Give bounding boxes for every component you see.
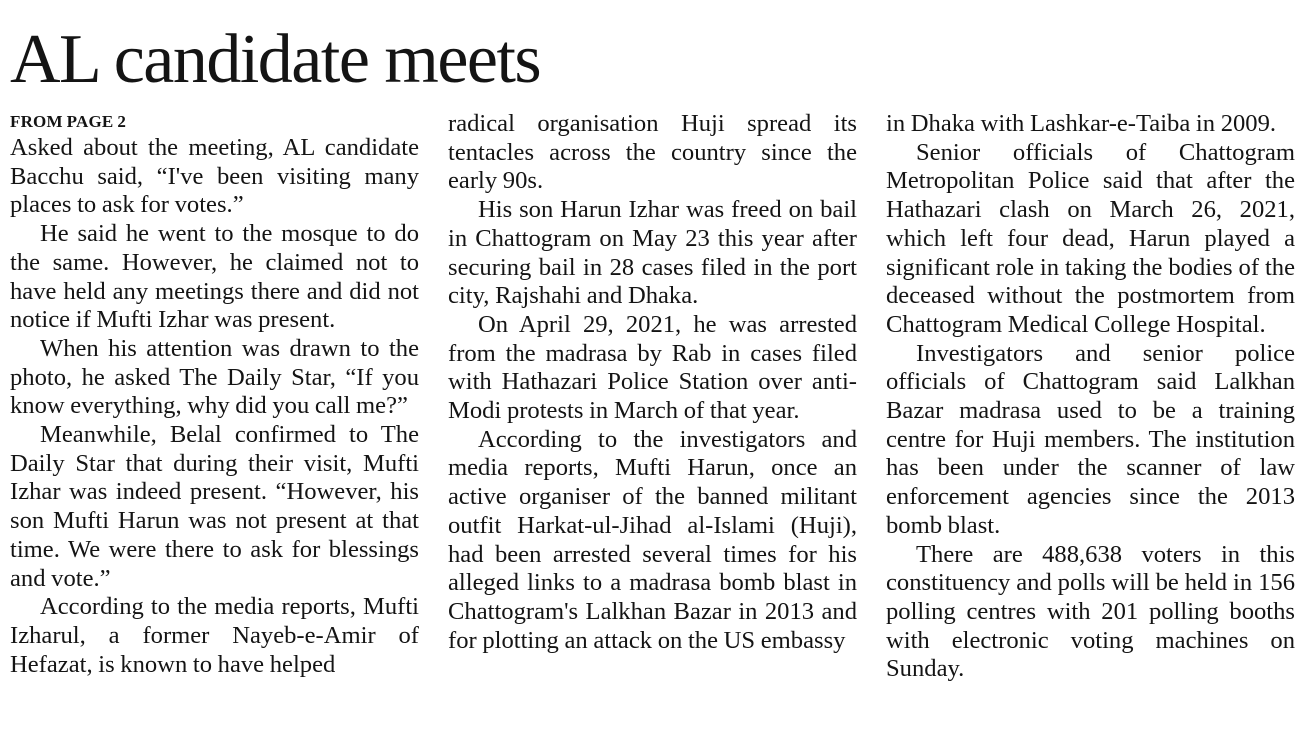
paragraph: He said he went to the mosque to do the same. However, he claimed not to have held any meetings there and did not notice if Mufti Izhar was present. — [10, 220, 419, 334]
paragraph: According to the media reports, Mufti Izharul, a former Nayeb-e-Amir of Hefazat, is known to have helped — [10, 593, 419, 678]
paragraph: His son Harun Izhar was freed on bail in Chattogram on May 23 this year after securing bail in 28 cases filed in the port city, Rajshahi and Dhaka. — [448, 196, 857, 310]
headline: AL candidate meets — [10, 21, 541, 98]
paragraph: radical organisation Huji spread its tentacles across the country since the early 90s. — [448, 110, 857, 195]
paragraph: Senior officials of Chattogram Metropolitan Police said that after the Hathazari clash on March 26, 2021, which left four dead, Harun played a significant role in taking the bodies of the deceased without the postmortem from Chattogram Medical College Hospital. — [886, 138, 1295, 338]
paragraph: Asked about the meeting, AL candidate Bacchu said, “I've been visiting many places to ask for votes.” — [10, 134, 419, 219]
continuation-kicker: FROM PAGE 2 — [10, 112, 127, 131]
paragraph: Investigators and senior police officials of Chattogram said Lalkhan Bazar madrasa used to be a training centre for Huji members. The institution has been under the scanner of law enforcement agencies since the 2013 bomb blast. — [886, 339, 1295, 539]
paragraph: There are 488,638 voters in this constituency and polls will be held in 156 polling centres with 201 polling booths with electronic voting machines on Sunday. — [886, 540, 1295, 683]
paragraph: When his attention was drawn to the photo, he asked The Daily Star, “If you know everything, why did you call me?” — [10, 334, 419, 420]
paragraph: Meanwhile, Belal confirmed to The Daily Star that during their visit, Mufti Izhar was indeed present. “However, his son Mufti Harun was not present at that time. We were there to ask for blessings and vote.” — [10, 421, 419, 592]
article-column-2 — [448, 110, 857, 655]
paragraph: According to the investigators and media reports, Mufti Harun, once an active organiser of the banned militant outfit Harkat-ul-Jihad al-Islami (Huji), had been arrested several times for his alleged links to a madrasa bomb blast in Chattogram's Lalkhan Bazar in 2013 and for plotting an attack on the US embassy — [448, 425, 857, 654]
paragraph: in Dhaka with Lashkar-e-Taiba in 2009. — [886, 110, 1277, 137]
article-column-3 — [886, 110, 1295, 684]
paragraph: On April 29, 2021, he was arrested from the madrasa by Rab in cases filed with Hathazari Police Station over anti-Modi protests in March of that year. — [448, 310, 857, 425]
article-column-1 — [10, 110, 419, 679]
